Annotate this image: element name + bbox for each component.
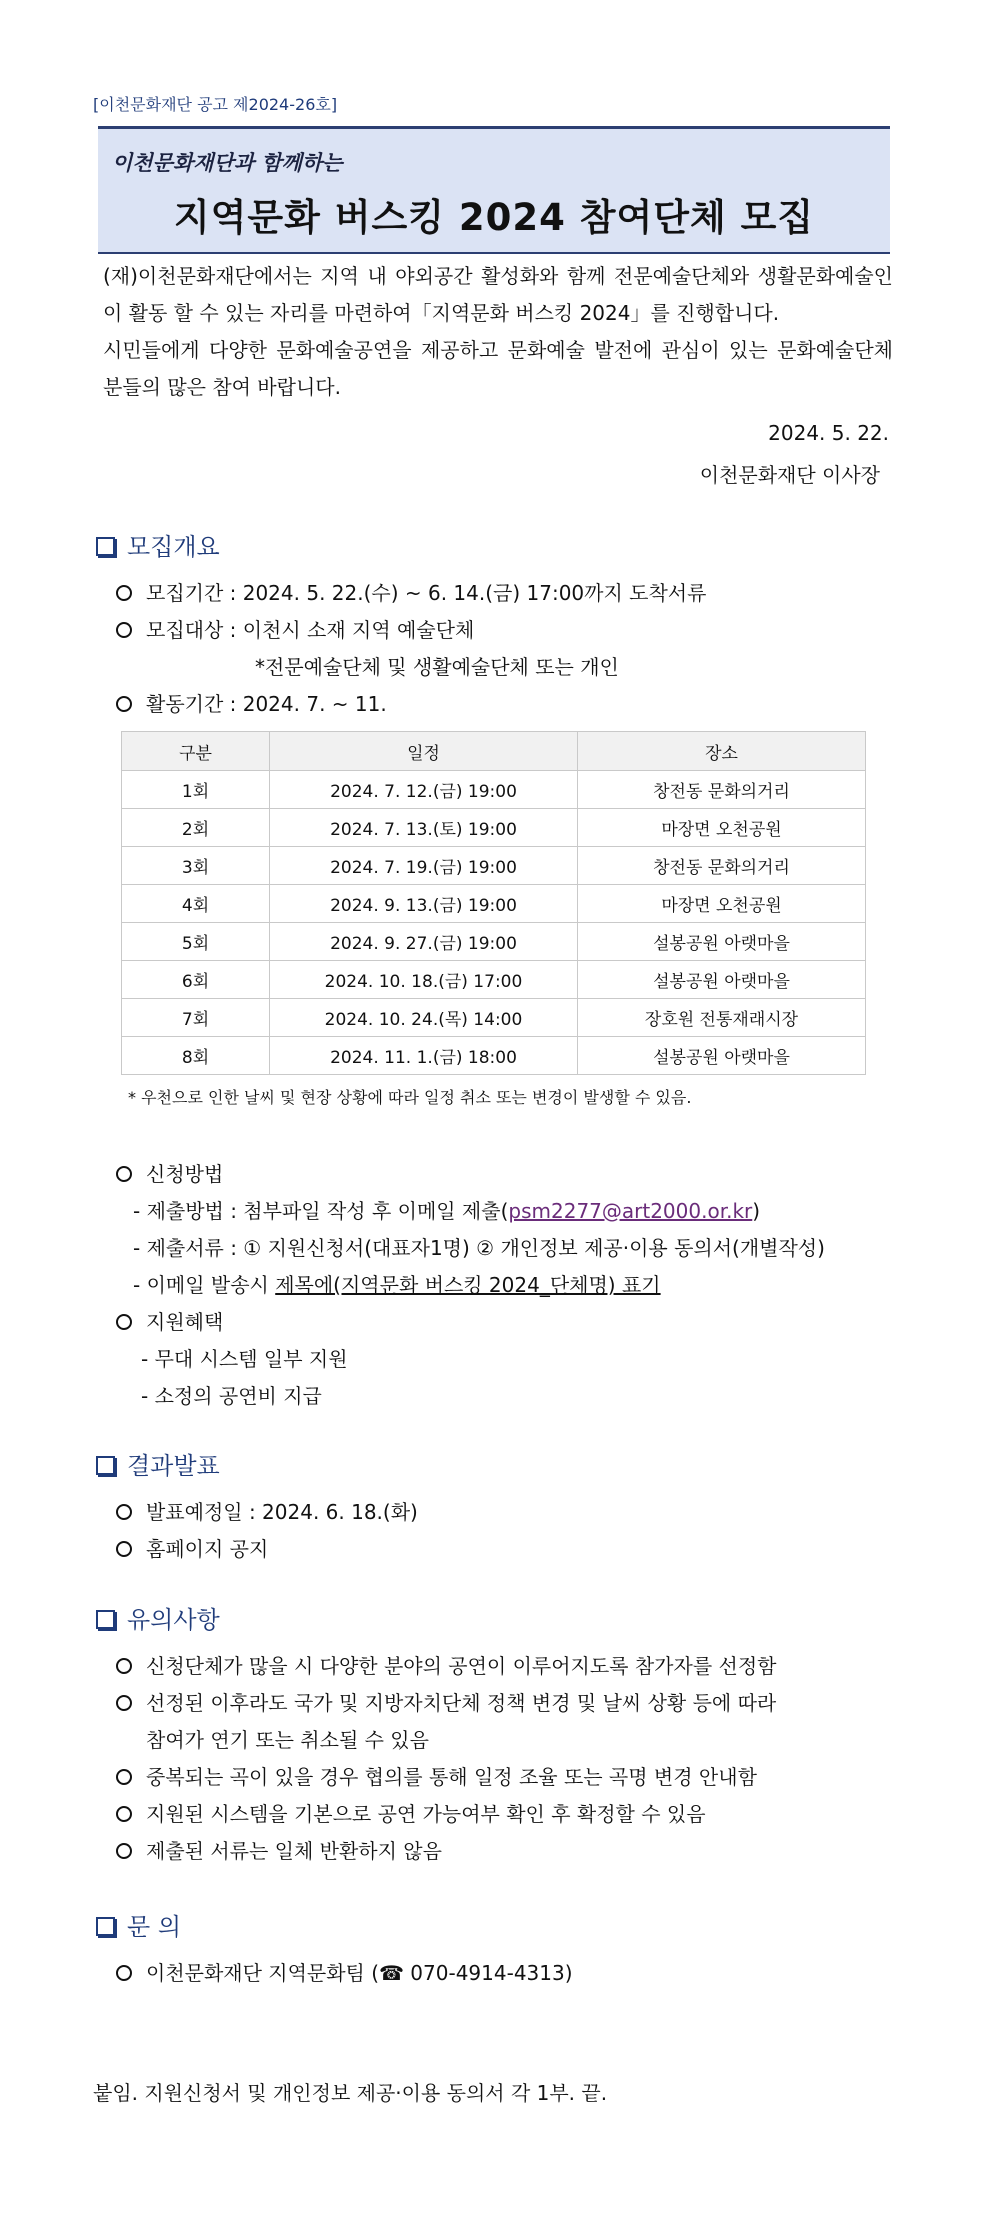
benefits-title: 지원혜택	[116, 1306, 223, 1335]
header-cell-round: 구분	[122, 732, 270, 771]
section-heading-notes: 유의사항	[96, 1600, 220, 1635]
result-item-1: 발표예정일 : 2024. 6. 18.(화)	[116, 1496, 418, 1525]
circle-bullet-icon	[116, 1843, 132, 1859]
table-row: 2회 2024. 7. 13.(토) 19:00 마장면 오천공원	[122, 809, 866, 847]
notes-item-2-cont: 참여가 연기 또는 취소될 수 있음	[146, 1728, 429, 1752]
circle-bullet-icon	[116, 1314, 132, 1330]
circle-bullet-icon	[116, 1658, 132, 1674]
section-heading-result: 결과발표	[96, 1446, 220, 1481]
notes-item-3: 중복되는 곡이 있을 경우 협의를 통해 일정 조율 또는 곡명 변경 안내함	[116, 1761, 757, 1790]
table-row: 8회 2024. 11. 1.(금) 18:00 설봉공원 아랫마을	[122, 1037, 866, 1075]
header-cell-place: 장소	[578, 732, 866, 771]
notice-number: [이천문화재단 공고 제2024-26호]	[93, 95, 338, 114]
benefit-item-1: - 무대 시스템 일부 지원	[141, 1347, 348, 1371]
banner-title: 지역문화 버스킹 2024 참여단체 모집	[173, 196, 815, 239]
apply-method-line: - 제출방법 : 첨부파일 작성 후 이메일 제출(psm2277@art2000.or.kr)	[133, 1199, 761, 1223]
title-banner	[98, 126, 890, 254]
circle-bullet-icon	[116, 585, 132, 601]
checkbox-square-icon	[96, 1456, 115, 1475]
circle-bullet-icon	[116, 1769, 132, 1785]
checkbox-square-icon	[96, 1610, 115, 1629]
attachment-footer: 붙임. 지원신청서 및 개인정보 제공·이용 동의서 각 1부. 끝.	[93, 2081, 608, 2105]
intro-text	[103, 258, 893, 406]
circle-bullet-icon	[116, 696, 132, 712]
circle-bullet-icon	[116, 1695, 132, 1711]
checkbox-square-icon	[96, 1917, 115, 1936]
contact-email-link[interactable]: psm2277@art2000.or.kr	[508, 1199, 753, 1223]
circle-bullet-icon	[116, 1504, 132, 1520]
table-row: 6회 2024. 10. 18.(금) 17:00 설봉공원 아랫마을	[122, 961, 866, 999]
table-row: 4회 2024. 9. 13.(금) 19:00 마장면 오천공원	[122, 885, 866, 923]
intro-paragraph-1: (재)이천문화재단에서는 지역 내 야외공간 활성화와 함께 전문예술단체와 생활문화예술인이 활동 할 수 있는 자리를 마련하여「지역문화 버스킹 2024」를 진행합니다.	[103, 264, 893, 325]
notes-item-5: 제출된 서류는 일체 반환하지 않음	[116, 1835, 442, 1864]
section-heading-overview: 모집개요	[96, 527, 220, 562]
circle-bullet-icon	[116, 1166, 132, 1182]
apply-method-title: 신청방법	[116, 1158, 223, 1187]
table-row: 1회 2024. 7. 12.(금) 19:00 창전동 문화의거리	[122, 771, 866, 809]
checkbox-square-icon	[96, 537, 115, 556]
circle-bullet-icon	[116, 622, 132, 638]
notes-item-1: 신청단체가 많을 시 다양한 분야의 공연이 이루어지도록 참가자를 선정함	[116, 1650, 776, 1679]
result-item-2: 홈페이지 공지	[116, 1533, 268, 1562]
schedule-table	[121, 731, 866, 1075]
benefit-item-2: - 소정의 공연비 지급	[141, 1384, 322, 1408]
notice-date: 2024. 5. 22.	[768, 421, 889, 445]
circle-bullet-icon	[116, 1965, 132, 1981]
overview-activity: 활동기간 : 2024. 7. ~ 11.	[116, 688, 387, 717]
table-row: 7회 2024. 10. 24.(목) 14:00 장호원 전통재래시장	[122, 999, 866, 1037]
circle-bullet-icon	[116, 1806, 132, 1822]
overview-target: 모집대상 : 이천시 소재 지역 예술단체	[116, 614, 474, 643]
schedule-note: * 우천으로 인한 날씨 및 현장 상황에 따라 일정 취소 또는 변경이 발생할 수 있음.	[128, 1088, 692, 1107]
notes-item-4: 지원된 시스템을 기본으로 공연 가능여부 확인 후 확정할 수 있음	[116, 1798, 706, 1827]
intro-paragraph-2: 시민들에게 다양한 문화예술공연을 제공하고 문화예술 발전에 관심이 있는 문화예술단체 분들의 많은 참여 바랍니다.	[103, 338, 893, 399]
circle-bullet-icon	[116, 1541, 132, 1557]
table-row: 5회 2024. 9. 27.(금) 19:00 설봉공원 아랫마을	[122, 923, 866, 961]
overview-period: 모집기간 : 2024. 5. 22.(수) ~ 6. 14.(금) 17:00까지 도착서류	[116, 577, 706, 606]
notes-item-2: 선정된 이후라도 국가 및 지방자치단체 정책 변경 및 날씨 상황 등에 따라	[116, 1687, 776, 1716]
overview-target-note: *전문예술단체 및 생활예술단체 또는 개인	[255, 655, 619, 679]
banner-subtitle: 이천문화재단과 함께하는	[112, 151, 343, 175]
section-heading-contact: 문 의	[96, 1907, 181, 1942]
contact-item-1: 이천문화재단 지역문화팀 (☎ 070-4914-4313)	[116, 1957, 573, 1986]
apply-docs-line: - 제출서류 : ① 지원신청서(대표자1명) ② 개인정보 제공·이용 동의서(개별작성)	[133, 1236, 825, 1260]
apply-subject-line: - 이메일 발송시 제목에(지역문화 버스킹 2024_단체명) 표기	[133, 1273, 661, 1297]
header-cell-date: 일정	[270, 732, 578, 771]
signature: 이천문화재단 이사장	[699, 463, 880, 487]
table-header-row	[122, 732, 866, 771]
table-row: 3회 2024. 7. 19.(금) 19:00 창전동 문화의거리	[122, 847, 866, 885]
